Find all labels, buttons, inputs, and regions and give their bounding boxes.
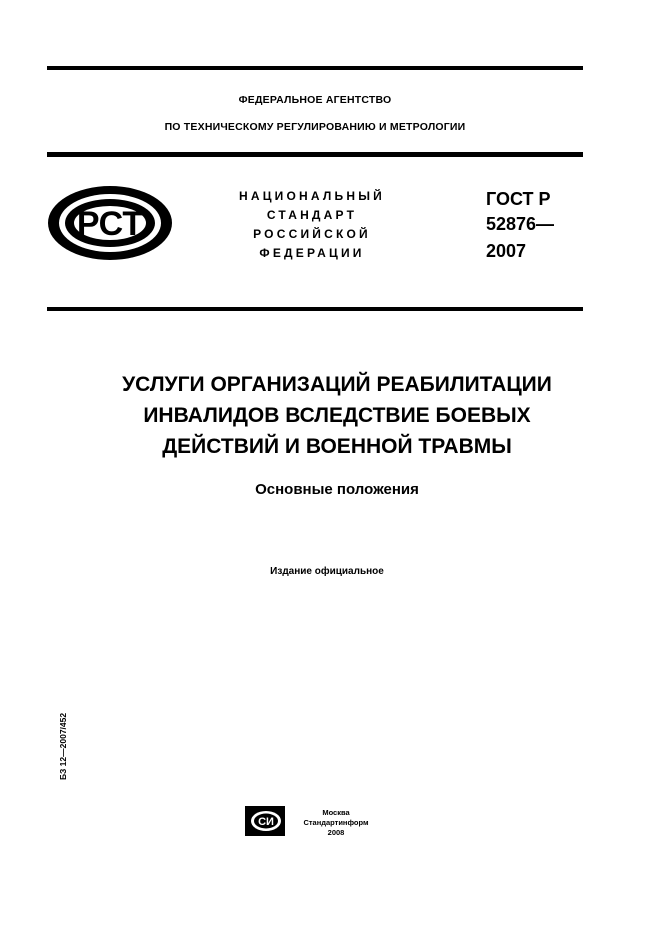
national-standard-line-1: НАЦИОНАЛЬНЫЙ [238, 189, 386, 203]
agency-line-2: ПО ТЕХНИЧЕСКОМУ РЕГУЛИРОВАНИЮ И МЕТРОЛОГИИ [164, 121, 466, 133]
agency-line-1: ФЕДЕРАЛЬНОЕ АГЕНТСТВО [238, 94, 392, 106]
national-standard-line-2: СТАНДАРТ [266, 208, 358, 222]
edition-label: Издание официальное [270, 566, 384, 577]
masthead-bottom-rule [47, 307, 583, 311]
gost-code-line-2: 52876— [486, 214, 555, 234]
document-subtitle: Основные положения [255, 481, 419, 498]
document-title-line-1: УСЛУГИ ОРГАНИЗАЦИЙ РЕАБИЛИТАЦИИ [122, 373, 552, 396]
top-rule [47, 66, 583, 70]
side-registration-code: БЗ 12—2007/452 [58, 712, 68, 780]
publisher-name: Стандартинформ [303, 818, 369, 827]
gost-code-line-3: 2007 [486, 241, 527, 261]
document-title-line-3: ДЕЙСТВИЙ И ВОЕННОЙ ТРАВМЫ [162, 435, 512, 458]
national-standard-line-4: ФЕДЕРАЦИИ [259, 246, 365, 260]
document-title-line-2: ИНВАЛИДОВ ВСЛЕДСТВИЕ БОЕВЫХ [143, 404, 531, 427]
standartinform-logo [245, 806, 285, 841]
svg-text:СИ: СИ [258, 816, 274, 828]
svg-text:РСТ: РСТ [76, 205, 144, 243]
gost-rst-logo [45, 183, 175, 268]
publisher-city: Москва [322, 808, 350, 817]
header-rule [47, 152, 583, 157]
publisher-year: 2008 [327, 828, 345, 837]
gost-code-line-1: ГОСТ Р [486, 189, 551, 209]
national-standard-line-3: РОССИЙСКОЙ [253, 227, 371, 241]
